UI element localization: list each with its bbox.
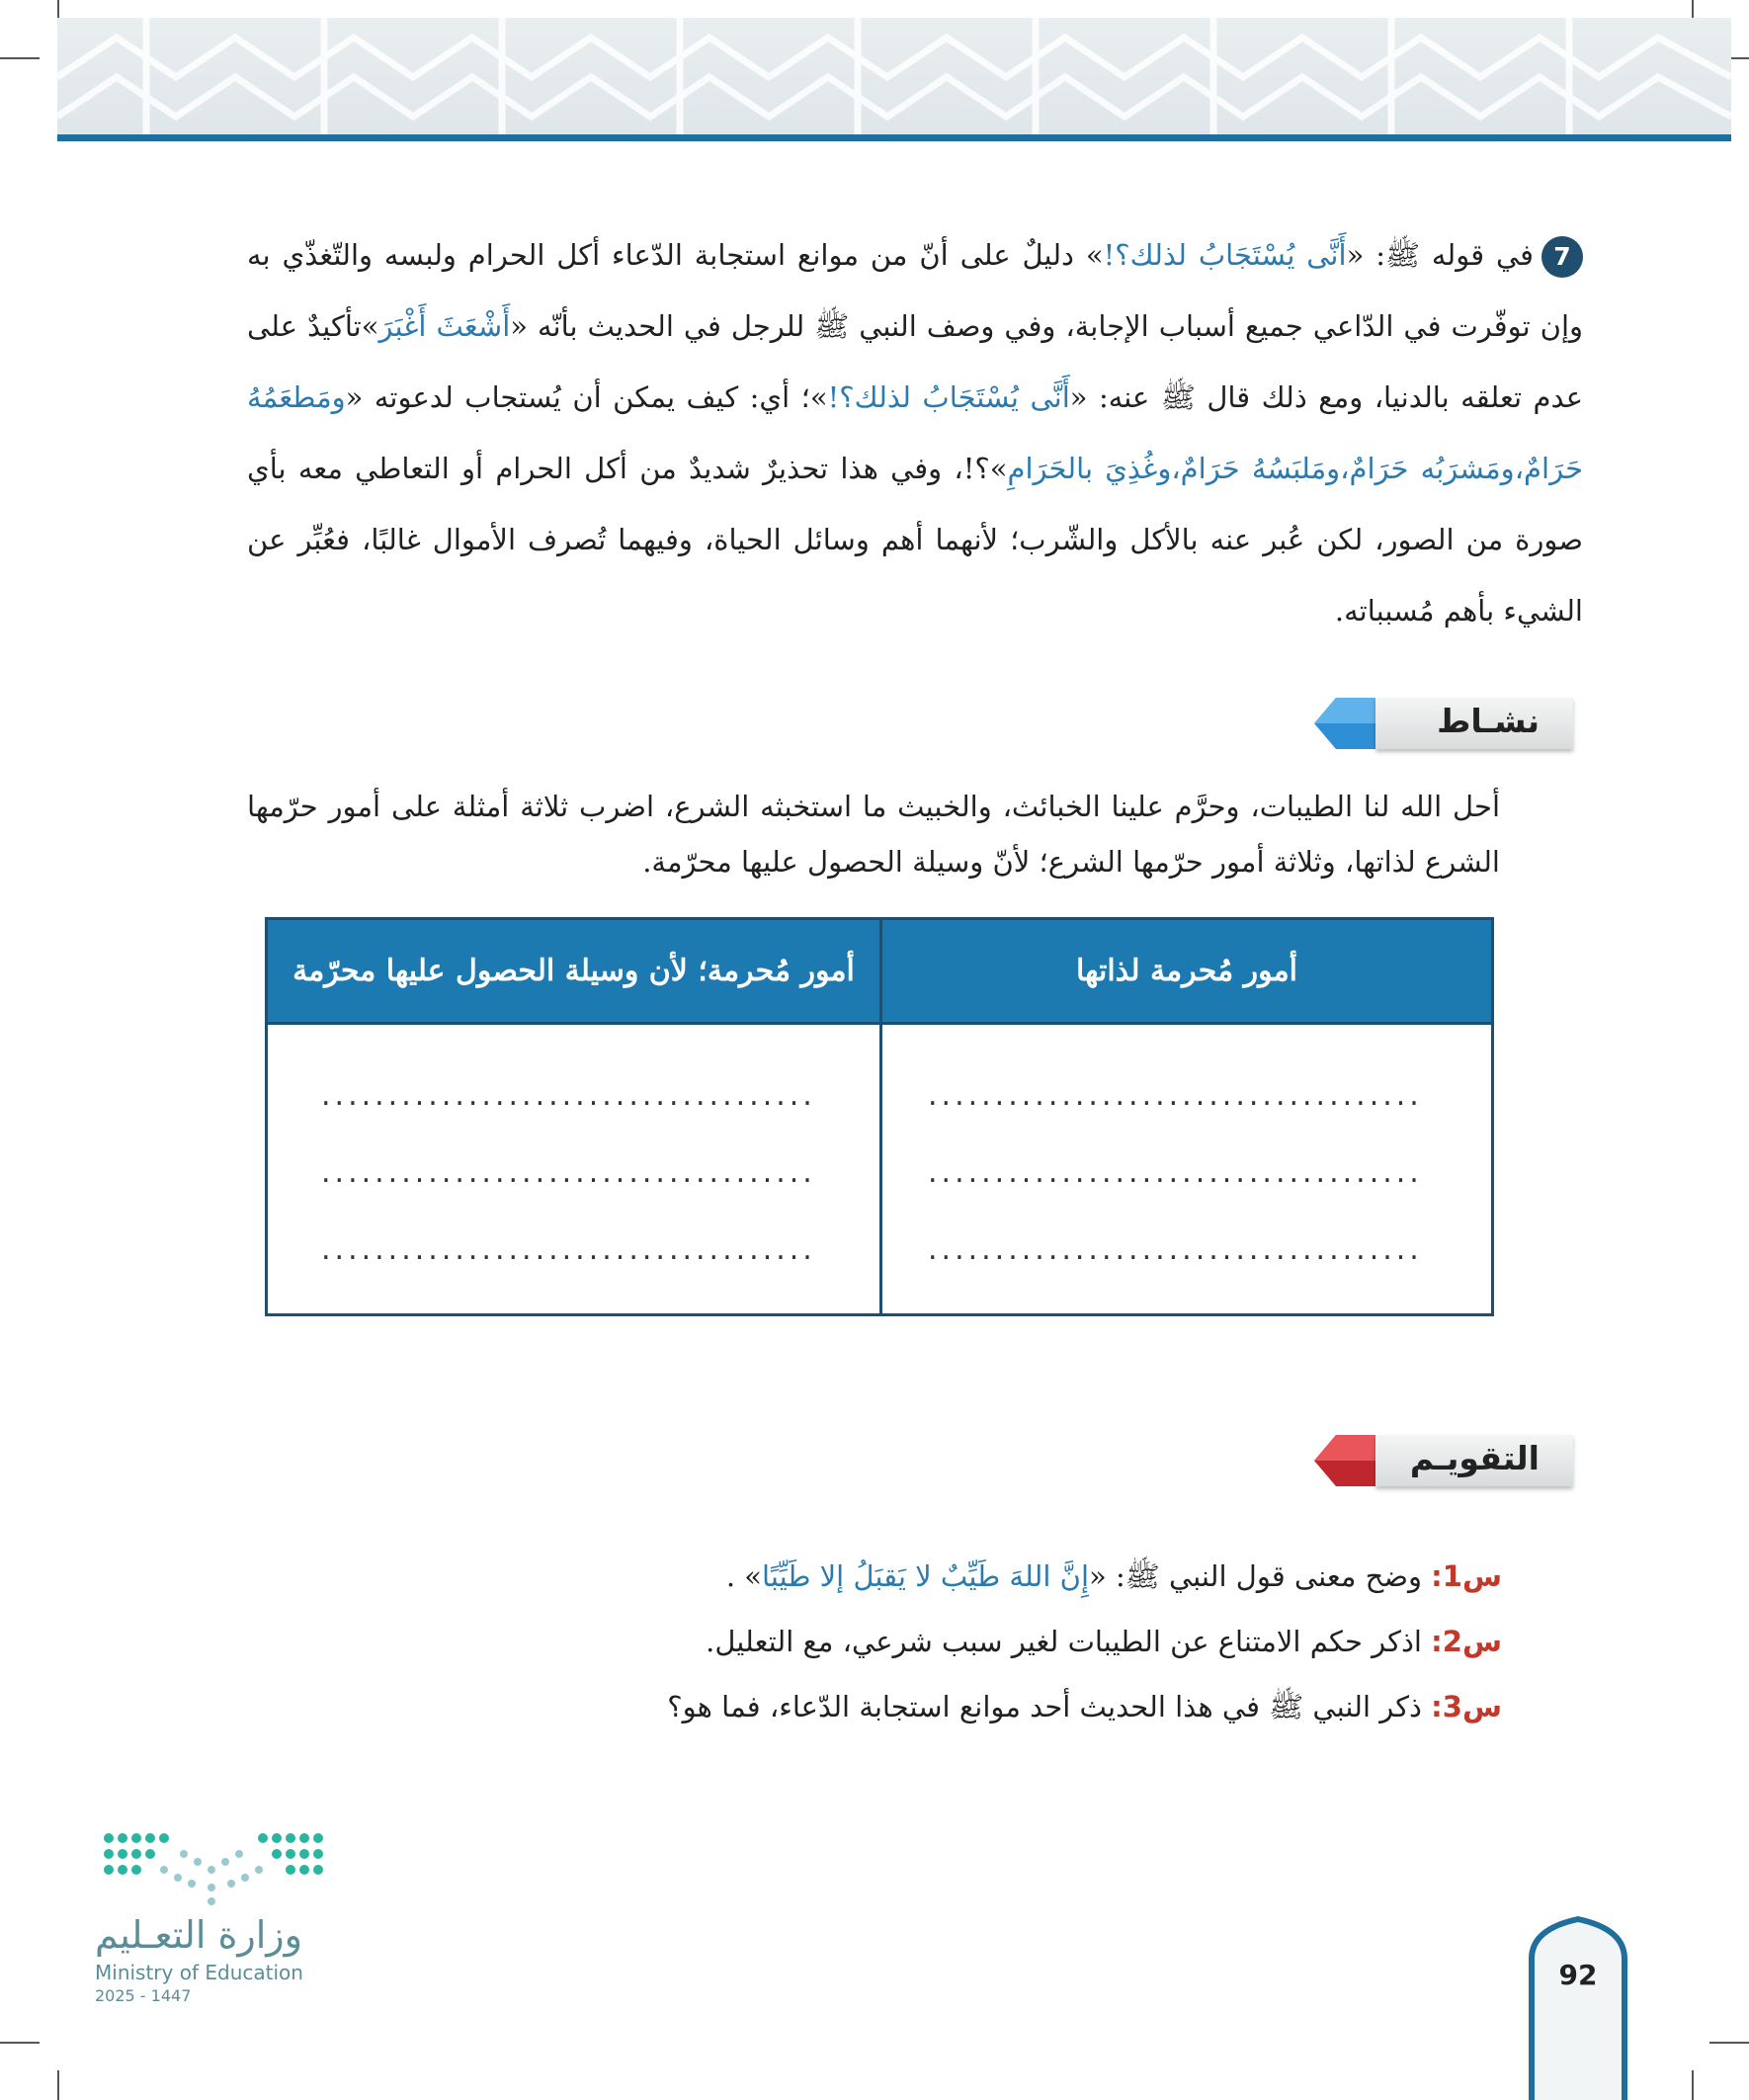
- paragraph-text: في قوله ﷺ: «: [1346, 238, 1534, 272]
- hadith-quote: أَنَّى يُسْتَجَابُ لذلك؟!: [1103, 238, 1347, 272]
- activity-table: [265, 917, 1494, 1316]
- ministry-logo-icon: [95, 1824, 332, 1907]
- answer-line[interactable]: .....................................: [321, 1078, 816, 1113]
- evaluation-questions: [593, 1544, 1502, 1739]
- question-3: [593, 1674, 1502, 1739]
- table-divider: [268, 1022, 1491, 1025]
- header-pattern-band: [57, 18, 1731, 136]
- header-rule: [57, 134, 1731, 141]
- answer-line[interactable]: .....................................: [321, 1232, 816, 1267]
- answer-line[interactable]: .....................................: [928, 1078, 1423, 1113]
- activity-ribbon: [1314, 698, 1573, 749]
- question-label: س2:: [1431, 1625, 1502, 1658]
- table-divider: [879, 920, 882, 1313]
- evaluation-title: التقويـم: [1409, 1439, 1540, 1477]
- paragraph-text: »؟!، وفي هذا تحذيرٌ شديدٌ من أكل الحرام أو التعاطي معه بأي صورة من الصور، لكن عُبر عنه بالأكل والشّرب؛ لأنهما أهم وسائل الحياة، وفيهما تُصرف الأموال غالبًا، فعُبِّر عن الشيء بأهم مُسبباته.: [247, 452, 1583, 628]
- point-number-badge: 7: [1541, 236, 1583, 278]
- question-text: » .: [725, 1559, 762, 1593]
- table-header-left: أمور مُحرمة؛ لأن وسيلة الحصول عليها محرّمة: [268, 920, 879, 1022]
- question-label: س3:: [1431, 1690, 1502, 1723]
- crop-mark: [1692, 2070, 1694, 2100]
- answer-line[interactable]: .....................................: [928, 1232, 1423, 1267]
- hadith-quote: ومَطعَمُهُ حَرَامٌ،ومَشرَبُه حَرَامٌ،ومَلبَسُهُ حَرَامٌ،وغُذِيَ بالحَرَامِ: [247, 380, 1583, 485]
- geometric-pattern-icon: [57, 18, 1731, 136]
- ministry-name-arabic: وزارة التعـليم: [95, 1913, 303, 1957]
- paragraph-text: »تأكيدٌ على عدم تعلقه بالدنيا، ومع ذلك قال ﷺ عنه: «: [247, 309, 1583, 414]
- paragraph-text: » دليلٌ على أنّ من موانع استجابة الدّعاء أكل الحرام ولبسه والتّغذّي به وإن توفّرت في الدّاعي جميع أسباب الإجابة، وفي وصف النبي ﷺ للرجل في الحديث بأنّه «: [247, 238, 1583, 343]
- question-text: وضح معنى قول النبي ﷺ: «: [1089, 1559, 1432, 1593]
- question-text: ذكر النبي ﷺ في هذا الحديث أحد موانع استجابة الدّعاء، فما هو؟: [667, 1690, 1432, 1723]
- hadith-quote: إِنَّ اللهَ طَيِّبٌ لا يَقبَلُ إلا طَيِّبًا: [762, 1559, 1090, 1593]
- edition-year: 2025 - 1447: [95, 1986, 192, 2005]
- answer-line[interactable]: .....................................: [321, 1155, 816, 1190]
- question-1: [593, 1544, 1502, 1609]
- crop-mark: [0, 2042, 40, 2044]
- ministry-name-english: Ministry of Education: [95, 1961, 303, 1984]
- question-label: س1:: [1431, 1559, 1502, 1593]
- activity-title: نشـاط: [1437, 702, 1540, 740]
- crop-mark: [57, 2070, 59, 2100]
- page-number: 92: [1558, 1959, 1598, 1991]
- paragraph-text: »؛ أي: كيف يمكن أن يُستجاب لدعوته «: [345, 380, 828, 414]
- question-text: اذكر حكم الامتناع عن الطيبات لغير سبب شرعي، مع التعليل.: [706, 1625, 1432, 1658]
- question-2: [593, 1609, 1502, 1674]
- page-tab-shape-icon: [1528, 1915, 1628, 2100]
- point-7-paragraph: [247, 219, 1583, 646]
- crop-mark: [1709, 2042, 1749, 2044]
- evaluation-ribbon: [1314, 1435, 1573, 1486]
- answer-line[interactable]: .....................................: [928, 1155, 1423, 1190]
- table-header-right: أمور مُحرمة لذاتها: [882, 920, 1491, 1022]
- hadith-quote: أَنَّى يُسْتَجَابُ لذلك؟!: [827, 380, 1070, 414]
- activity-instructions: أحل الله لنا الطيبات، وحرَّم علينا الخبائث، والخبيث ما استخبثه الشرع، اضرب ثلاثة أمثلة على أمور حرّمها الشرع لذاتها، وثلاثة أمور حرّمها الشرع؛ لأنّ وسيلة الحصول عليها محرّمة.: [247, 790, 1500, 879]
- hadith-quote: أَشْعَثَ أَغْبَرَ: [378, 309, 511, 343]
- crop-mark: [0, 57, 40, 59]
